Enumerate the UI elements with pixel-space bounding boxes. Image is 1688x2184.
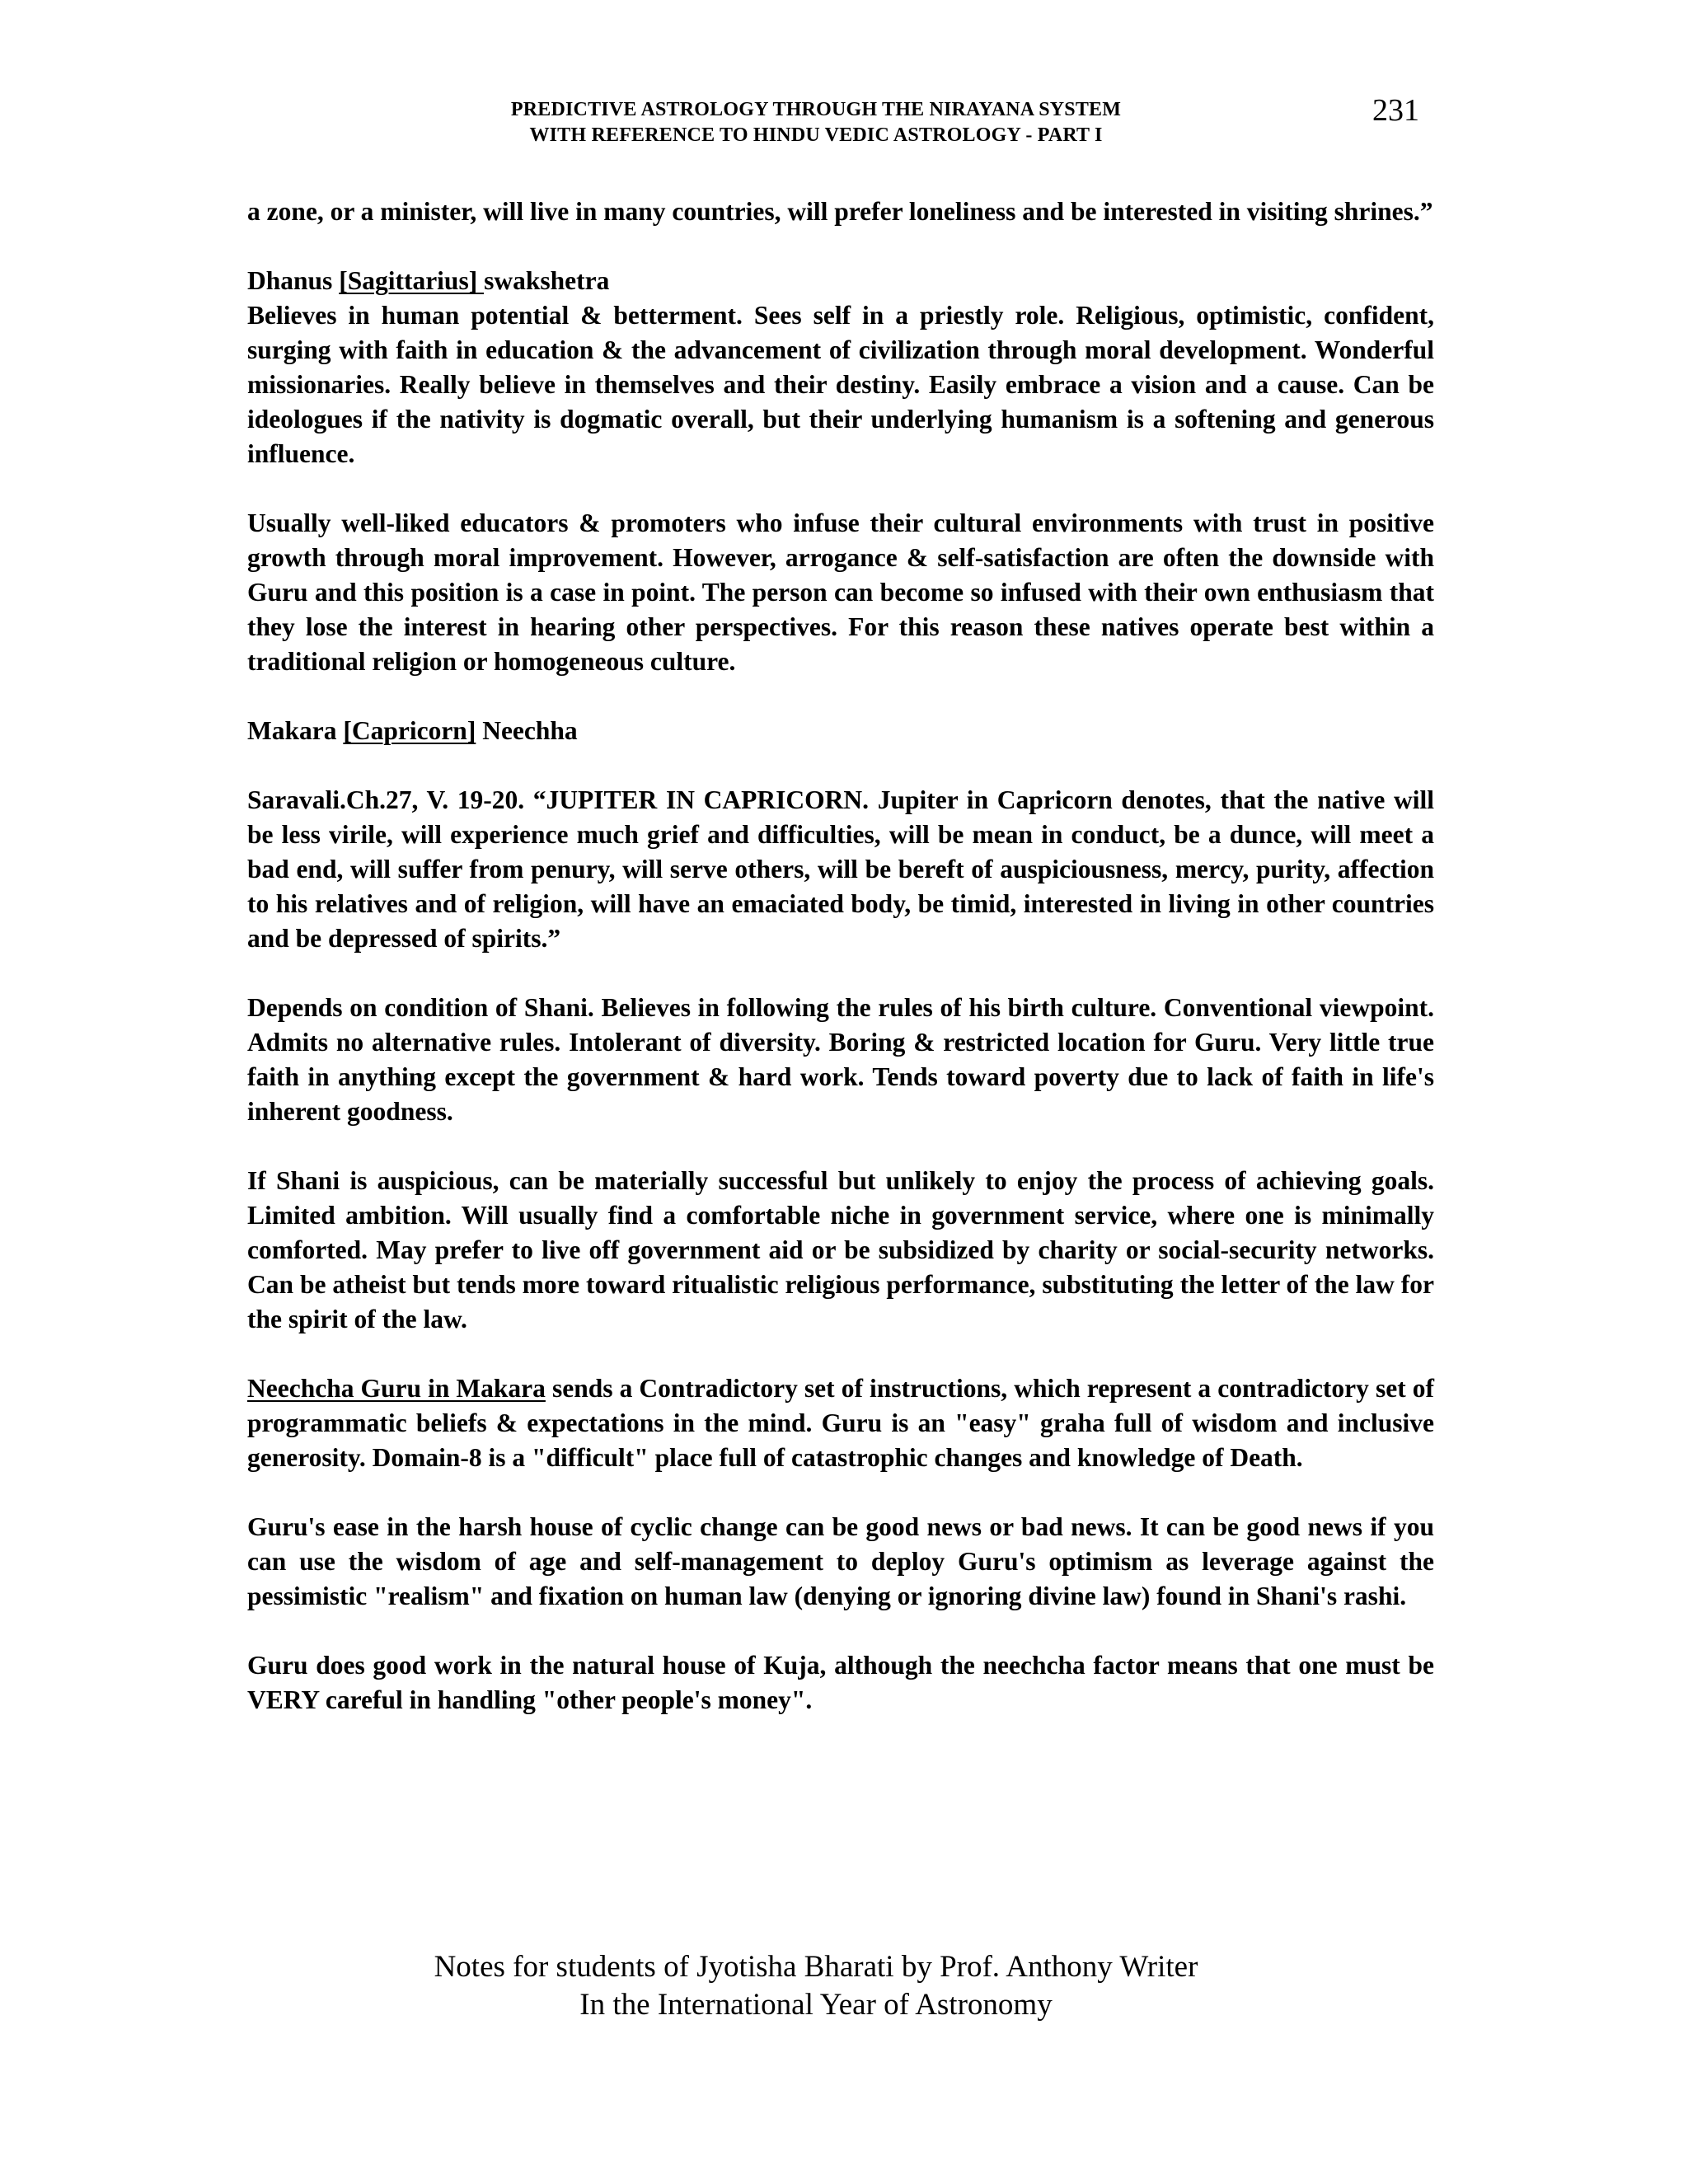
page-body: [247, 194, 1434, 1752]
footer-line-2: In the International Year of Astronomy: [579, 1988, 1053, 2022]
paragraph-educators: Usually well-liked educators & promoters who infuse their cultural environments with trust in positive growth through moral improvement. However, arrogance & self-satisfaction are often the downside with Guru and this position is a case in point. The person can become so infused with their own enthusiasm that they lose the interest in hearing other perspectives. For this reason these natives operate best within a traditional religion or homogeneous culture.: [247, 509, 1434, 676]
header-title-line-2: WITH REFERENCE TO HINDU VEDIC ASTROLOGY - PART I: [529, 124, 1103, 146]
neechcha-guru-text: sends a Contradictory set of instructions, which represent a contradictory set of programmatic beliefs & expectations in the mind. Guru is an "easy" graha full of wisdom and inclusive generosity. Domain-8 is a "difficult" place full of catastrophic changes and knowledge of Death.: [247, 1374, 1434, 1472]
makara-label: Makara: [247, 716, 344, 745]
neechha-label: Neechha: [476, 716, 578, 745]
section-heading-makara: [247, 714, 1434, 748]
neechcha-guru-link[interactable]: Neechcha Guru in Makara: [247, 1374, 546, 1403]
paragraph-shani-auspicious: If Shani is auspicious, can be materially successful but unlikely to enjoy the process of achieving goals. Limited ambition. Will usually find a comfortable niche in government service, where one is minimally comforted. May prefer to live off government aid or be subsidized by charity or social-security networks. Can be atheist but tends more toward ritualistic religious performance, substituting the letter of the law for the spirit of the law.: [247, 1166, 1434, 1333]
paragraph-continuation: a zone, or a minister, will live in many countries, will prefer loneliness and be interested in visiting shrines.”: [247, 197, 1433, 226]
page-number: 231: [1372, 93, 1419, 128]
running-header: [247, 93, 1442, 163]
paragraph-saravali-quote: Saravali.Ch.27, V. 19-20. “JUPITER IN CAPRICORN. Jupiter in Capricorn denotes, that the native will be less virile, will experience much grief and difficulties, will be mean in conduct, be a dunce, will meet a bad end, will suffer from penury, will serve others, will be bereft of auspiciousness, mercy, purity, affection to his relatives and of religion, will have an emaciated body, be timid, interested in living in other countries and be depressed of spirits.”: [247, 785, 1434, 953]
page-footer: [247, 1948, 1385, 2024]
header-title-line-1: PREDICTIVE ASTROLOGY THROUGH THE NIRAYANA SYSTEM: [510, 99, 1122, 120]
paragraph-shani-condition: Depends on condition of Shani. Believes in following the rules of his birth culture. Conventional viewpoint. Admits no alternative rules. Intolerant of diversity. Boring & restricted location for Guru. Very little true faith in anything except the government & hard work. Tends toward poverty due to lack of faith in life's inherent goodness.: [247, 993, 1434, 1126]
paragraph-gurus-ease: Guru's ease in the harsh house of cyclic change can be good news or bad news. It can be good news if you can use the wisdom of age and self-management to deploy Guru's optimism as leverage against the pessimistic "realism" and fixation on human law (denying or ignoring divine law) found in Shani's rashi.: [247, 1512, 1434, 1610]
paragraph-dhanus-description: Believes in human potential & betterment. Sees self in a priestly role. Religious, optimistic, confident, surging with faith in education & the advancement of civilization through moral development. Wonderful missionaries. Really believe in themselves and their destiny. Easily embrace a vision and a cause. Can be ideologues if the nativity is dogmatic overall, but their underlying humanism is a softening and generous influence.: [247, 301, 1434, 468]
footer-line-1: Notes for students of Jyotisha Bharati by Prof. Anthony Writer: [434, 1950, 1198, 1984]
paragraph-neechcha-guru: [247, 1371, 1434, 1475]
dhanus-label: Dhanus: [247, 266, 340, 295]
sagittarius-link[interactable]: [Sagittarius]: [339, 266, 485, 295]
section-heading-dhanus: [247, 264, 1434, 298]
capricorn-link[interactable]: [Capricorn]: [343, 716, 476, 745]
paragraph-kuja: Guru does good work in the natural house of Kuja, although the neechcha factor means that one must be VERY careful in handling "other people's money".: [247, 1651, 1434, 1714]
swakshetra-label: swakshetra: [484, 266, 610, 295]
